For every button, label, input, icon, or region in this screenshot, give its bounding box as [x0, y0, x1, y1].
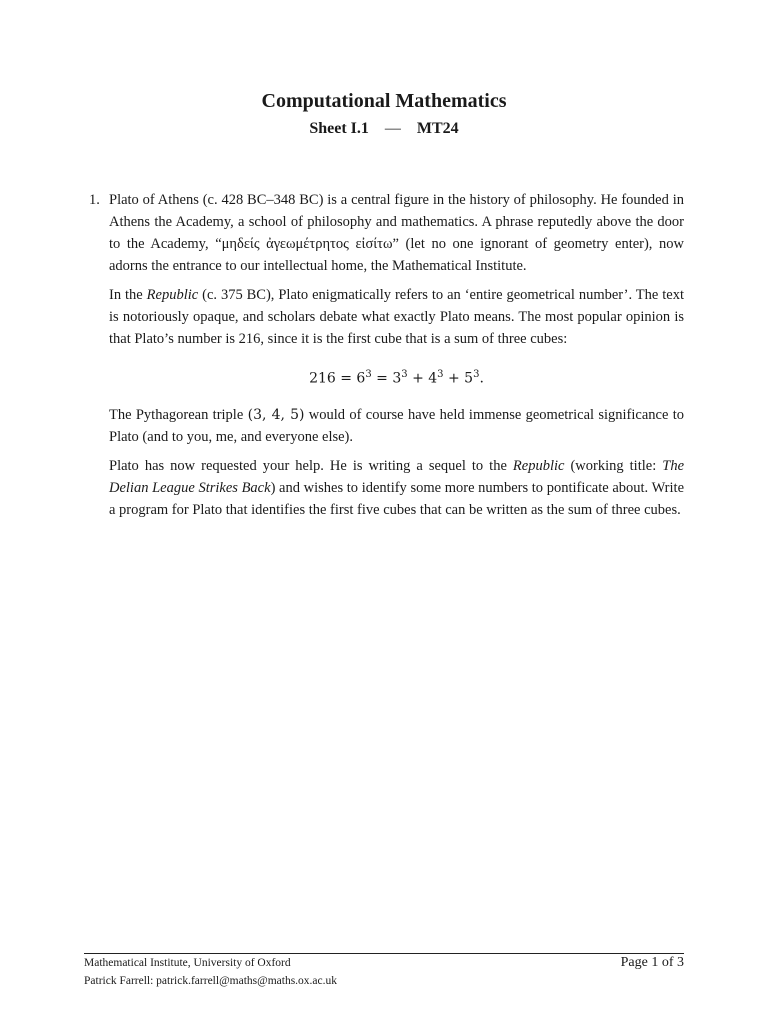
eq-lhs: 216 = 6	[309, 370, 366, 387]
text-fragment: ) and wishes to identify some more numbers to pontificate about. Write a program for Plato that identifies the first five cubes that can be written as the sum of three cubes.	[109, 479, 685, 518]
text-fragment: would of course have held immense geometrical significance to Plato (and to you, me, and everyone else).	[109, 406, 685, 445]
text-fragment: The Pythagorean triple	[109, 406, 248, 423]
paragraph-pythagorean	[109, 404, 684, 448]
text-fragment: (working title:	[564, 457, 663, 474]
eq-period: .	[479, 370, 484, 387]
eq-exponent: 3	[473, 369, 480, 380]
paragraph-plato-intro: Plato of Athens (c. 428 BC–348 BC) is a central figure in the history of philosophy. He founded in Athens the Academy, a school of philosophy and mathematics. A phrase reputedly above the door to the Academy, “μηδείς ἀγεωμέτρητος εἰσίτω” (let no one ignorant of geometry enter), now adorns the entrance to our intellectual home, the Mathematical Institute.	[109, 192, 684, 274]
text-fragment: (c. 375 BC), Plato enigmatically refers to an ‘entire geometrical number’. The text is notoriously opaque, and scholars debate what exactly Plato means. The most popular opinion is that Plato’s number is 216, since it is the first cube that is a sum of three cubes:	[109, 287, 684, 347]
italic-republic: Republic	[146, 287, 199, 303]
problem-1	[89, 189, 685, 528]
document-title: Computational Mathematics	[261, 90, 507, 112]
footer-divider	[84, 953, 684, 954]
text-fragment: Plato has now requested your help. He is writing a sequel to the	[109, 457, 513, 474]
text-fragment: In the	[109, 287, 147, 303]
footer-page-number: Page 1 of 3	[620, 955, 684, 970]
subtitle-separator: —	[384, 120, 401, 137]
italic-republic: Republic	[512, 457, 565, 474]
paragraph-republic	[109, 284, 684, 350]
equation-216	[109, 364, 684, 390]
eq-exponent: 3	[401, 369, 408, 380]
italic-working-title: The Delian League Strikes Back	[109, 457, 684, 496]
paragraph-task	[109, 455, 684, 521]
eq-term-3: + 5	[443, 370, 474, 387]
document-subtitle	[0, 120, 768, 138]
footer-institution: Mathematical Institute, University of Oxford	[84, 957, 291, 969]
sheet-label: Sheet I.1	[309, 120, 369, 137]
eq-term-1: = 3	[371, 370, 402, 387]
eq-exponent: 3	[437, 369, 444, 380]
problem-number: 1.	[89, 192, 100, 208]
math-triple: (3, 4, 5)	[247, 406, 305, 423]
term-label: MT24	[416, 120, 459, 137]
eq-term-2: + 4	[407, 370, 438, 387]
eq-exponent: 3	[365, 369, 372, 380]
footer-author: Patrick Farrell: patrick.farrell@maths@maths.ox.ac.uk	[84, 975, 338, 987]
